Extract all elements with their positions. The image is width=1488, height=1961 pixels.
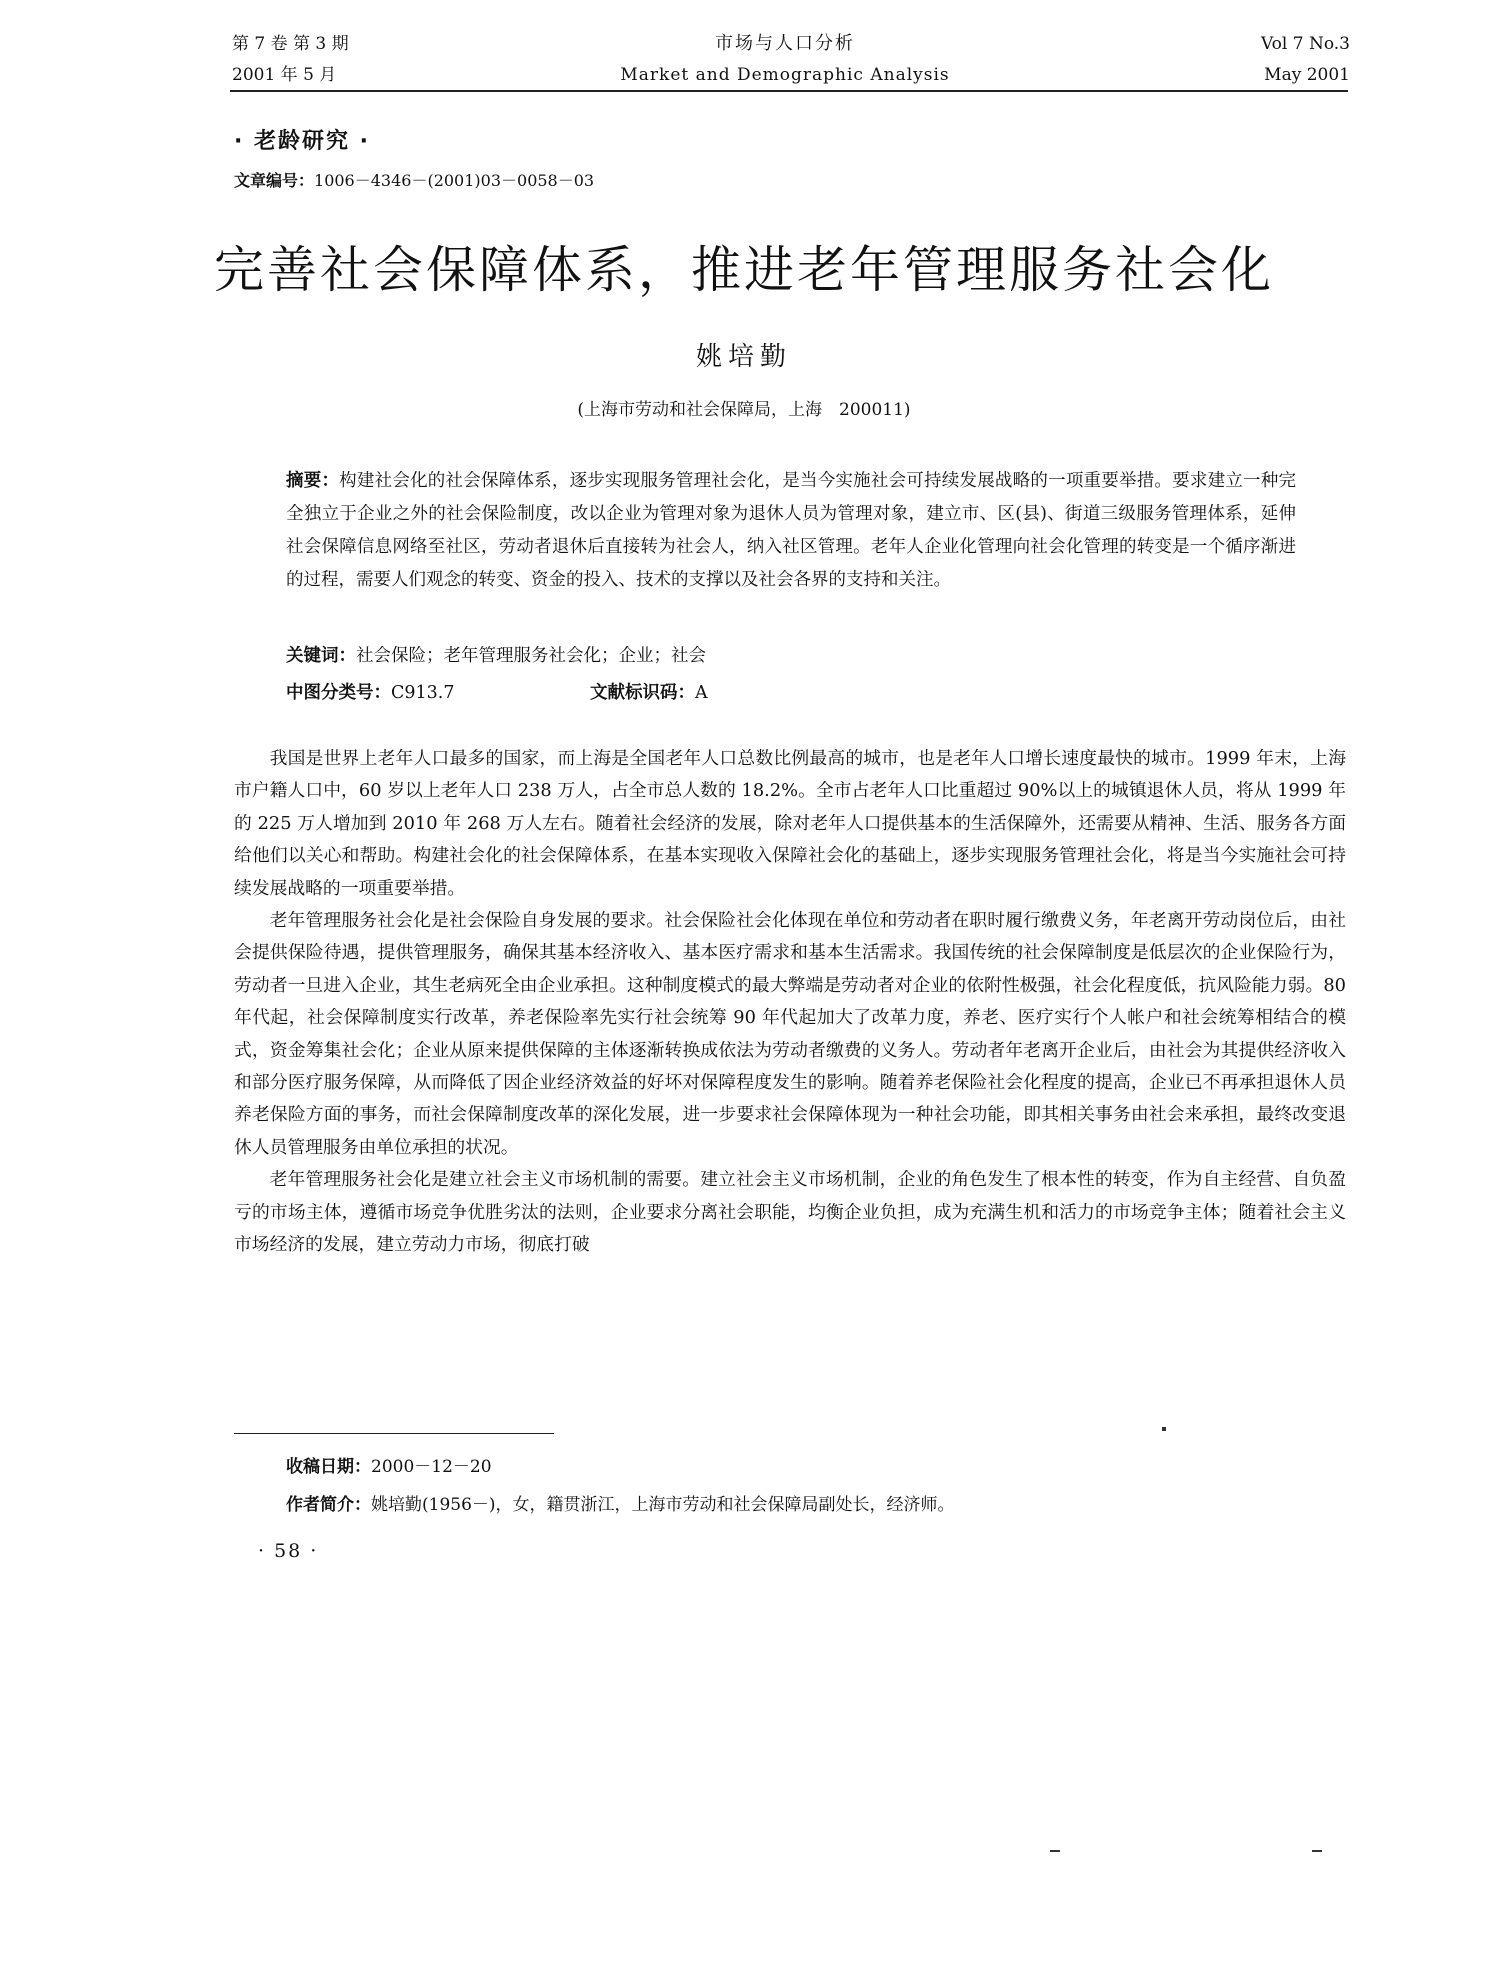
doc-code-value: A [695, 683, 708, 703]
page-number: · 58 · [258, 1540, 319, 1562]
section-label: · 老龄研究 · [234, 129, 371, 154]
author-affiliation: (上海市劳动和社会保障局，上海 200011) [577, 400, 911, 420]
journal-title-en: Market and Demographic Analysis [620, 65, 950, 85]
keywords-text: 社会保险；老年管理服务社会化；企业；社会 [356, 646, 706, 666]
bio-value: 姚培勤(1956－)，女，籍贯浙江，上海市劳动和社会保障局副处长，经济师。 [371, 1495, 955, 1515]
keywords-label: 关键词： [286, 646, 356, 666]
abstract-label: 摘要： [286, 471, 340, 491]
body-text [234, 743, 1346, 1262]
abstract-text: 构建社会化的社会保障体系，逐步实现服务管理社会化，是当今实施社会可持续发展战略的一项重要举措。要求建立一种完全独立于企业之外的社会保险制度，改以企业为管理对象为退休人员为管理对象，建立市、区(县)、街道三级服务管理体系，延伸社会保障信息网络至社区，劳动者退休后直接转为社会人，纳入社区管理。老年人企业化管理向社会化管理的转变是一个循序渐进的过程，需要人们观念的转变、资金的投入、技术的支撑以及社会各界的支持和关注。 [286, 471, 1296, 590]
document-code [590, 679, 708, 704]
footnote-rule [234, 1433, 554, 1434]
journal-title-cn: 市场与人口分析 [715, 33, 855, 54]
body-paragraph: 老年管理服务社会化是建立社会主义市场机制的需要。建立社会主义市场机制，企业的角色发生了根本性的转变，作为自主经营、自负盈亏的市场主体，遵循市场竞争优胜劣汰的法则，企业要求分离社会职能，均衡企业负担，成为充满生机和活力的市场竞争主体；随着社会主义市场经济的发展，建立劳动力市场，彻底打破 [234, 1169, 1346, 1256]
received-value: 2000－12－20 [371, 1457, 492, 1477]
body-paragraph: 老年管理服务社会化是社会保险自身发展的要求。社会保险社会化体现在单位和劳动者在职时履行缴费义务，年老离开劳动岗位后，由社会提供保险待遇，提供管理服务，确保其基本经济收入、基本医疗需求和基本生活需求。我国传统的社会保障制度是低层次的企业保险行为，劳动者一旦进入企业，其生老病死全由企业承担。这种制度模式的最大弊端是劳动者对企业的依附性极强，社会化程度低，抗风险能力弱。80 年代起，社会保障制度实行改革，养老保险率先实行社会统筹 90 年代起加大了改革力度，养老、医疗实行个人帐户和社会统筹相结合的模式，资金筹集社会化；企业从原来提供保障的主体逐渐转换成依法为劳动者缴费的义务人。劳动者年老离开企业后，由社会为其提供经济收入和部分医疗服务保障，从而降低了因企业经济效益的好坏对保障程度发生的影响。随着养老保险社会化程度的提高，企业已不再承担退休人员养老保险方面的事务，而社会保障制度改革的深化发展，进一步要求社会保障体现为一种社会功能，即其相关事务由社会来承担，最终改变退休人员管理服务由单位承担的状况。 [234, 910, 1346, 1158]
doc-code-label: 文献标识码： [590, 683, 695, 703]
article-number-label: 文章编号： [234, 171, 315, 190]
header-rule [230, 90, 1348, 92]
received-date [286, 1452, 492, 1477]
clc-value: C913.7 [391, 683, 455, 703]
abstract [286, 465, 1296, 597]
journal-date-en: May 2001 [1264, 65, 1350, 85]
classification [286, 679, 455, 704]
article-title: 完善社会保障体系，推进老年管理服务社会化 [214, 241, 1274, 299]
keywords [286, 642, 706, 667]
body-paragraph: 我国是世界上老年人口最多的国家，而上海是全国老年人口总数比例最高的城市，也是老年人口增长速度最快的城市。1999 年末，上海市户籍人口中，60 岁以上老年人口 238 万人，占全市总人数的 18.2%。全市占老年人口比重超过 90%以上的城镇退休人员，将从 1999 年的 225 万人增加到 2010 年 268 万人左右。随着社会经济的发展，除对老年人口提供基本的生活保障外，还需要从精神、生活、服务各方面给他们以关心和帮助。构建社会化的社会保障体系，在基本实现收入保障社会化的基础上，逐步实现服务管理社会化，将是当今实施社会可持续发展战略的一项重要举措。 [234, 748, 1346, 899]
scan-speck [1312, 1850, 1322, 1852]
received-label: 收稿日期： [286, 1457, 371, 1477]
clc-label: 中图分类号： [286, 683, 391, 703]
journal-volume-en: Vol 7 No.3 [1260, 34, 1350, 54]
scan-speck [1162, 1427, 1166, 1431]
article-number-value: 1006－4346－(2001)03－0058－03 [314, 171, 595, 190]
scan-speck [1050, 1850, 1060, 1852]
journal-date: 2001 年 5 月 [232, 65, 337, 85]
journal-volume: 第 7 卷 第 3 期 [232, 34, 349, 54]
article-author: 姚培勤 [695, 342, 792, 372]
article-number [234, 168, 594, 191]
author-bio [286, 1490, 955, 1515]
bio-label: 作者简介： [286, 1495, 371, 1515]
